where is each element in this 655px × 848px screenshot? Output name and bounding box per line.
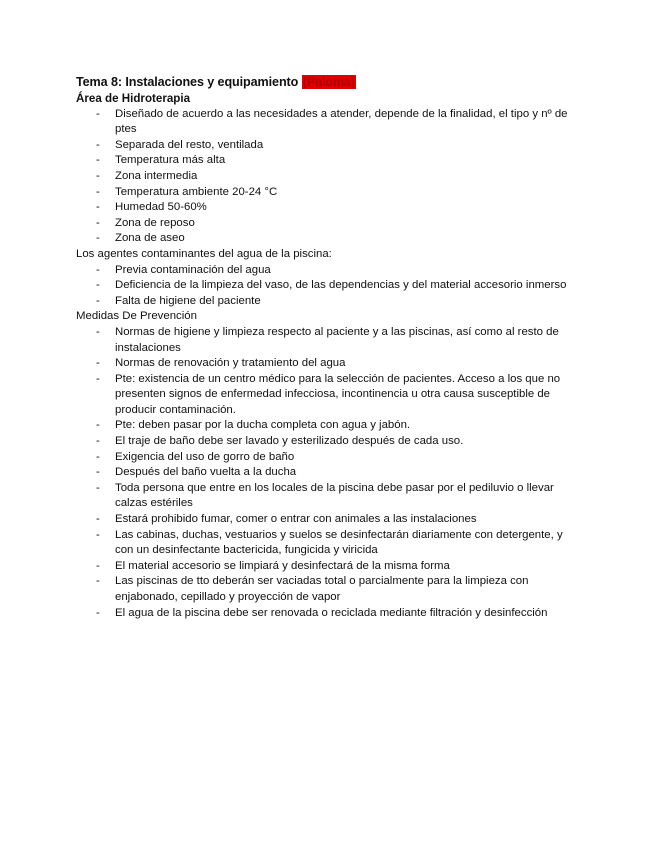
list-item (76, 465, 576, 481)
list-item-text: Las cabinas, duchas, vestuarios y suelos se desinfectarán diariamente con detergente, y con un desinfectante bactericida, fungicida y viricida (115, 528, 563, 557)
bullet-dash: - (96, 559, 100, 572)
prevention-intro: Medidas De Prevención (76, 310, 197, 323)
list-item-text: El traje de baño debe ser lavado y esterilizado después de cada uso. (115, 435, 464, 448)
list-item (76, 153, 576, 169)
section-list (76, 107, 576, 247)
bullet-dash: - (96, 107, 100, 120)
contaminants-list (76, 263, 576, 310)
bullet-dash: - (96, 263, 100, 276)
list-item-text: El material accesorio se limpiará y desinfectará de la misma forma (115, 559, 450, 572)
list-item-text: Después del baño vuelta a la ducha (115, 466, 297, 479)
bullet-dash: - (96, 528, 100, 541)
list-item (76, 559, 576, 575)
list-item-text: Previa contaminación del agua (115, 263, 271, 276)
bullet-dash: - (96, 138, 100, 151)
list-item (76, 263, 576, 279)
list-item (76, 294, 576, 310)
bullet-dash: - (96, 419, 100, 432)
prevention-list (76, 325, 576, 621)
list-item-text: Toda persona que entre en los locales de la piscina debe pasar por el pediluvio o llevar calzas estériles (115, 481, 554, 510)
bullet-dash: - (96, 481, 100, 494)
list-item (76, 434, 576, 450)
bullet-dash: - (96, 372, 100, 385)
list-item-text: Falta de higiene del paciente (115, 294, 261, 307)
list-item (76, 185, 576, 201)
contaminants-intro: Los agentes contaminantes del agua de la piscina: (76, 247, 332, 260)
list-item (76, 418, 576, 434)
list-item (76, 169, 576, 185)
list-item-text: Pte: deben pasar por la ducha completa con agua y jabón. (115, 419, 411, 432)
list-item-text: Normas de renovación y tratamiento del agua (115, 357, 346, 370)
bullet-dash: - (96, 325, 100, 338)
title-text: Tema 8: Instalaciones y equipamiento (76, 75, 299, 89)
bullet-dash: - (96, 232, 100, 245)
bullet-dash: - (96, 185, 100, 198)
list-item-text: Diseñado de acuerdo a las necesidades a atender, depende de la finalidad, el tipo y nº de ptes (115, 107, 568, 136)
list-item-text: Temperatura más alta (115, 154, 226, 167)
list-item (76, 512, 576, 528)
list-item (76, 481, 576, 512)
title-highlight: (Paloma) (302, 75, 356, 89)
list-item (76, 231, 576, 247)
list-item (76, 216, 576, 232)
document-page (76, 74, 576, 621)
list-item-text: Humedad 50-60% (115, 201, 207, 214)
list-item-text: Las piscinas de tto deberán ser vaciadas total o parcialmente para la limpieza con enjabonado, cepillado y proyección de vapor (115, 575, 529, 603)
list-item (76, 372, 576, 419)
list-item (76, 356, 576, 372)
list-item (76, 450, 576, 466)
list-item-text: El agua de la piscina debe ser renovada o reciclada mediante filtración y desinfección (115, 606, 548, 619)
bullet-dash: - (96, 606, 100, 619)
list-item (76, 138, 576, 154)
list-item-text: Normas de higiene y limpieza respecto al paciente y a las piscinas, así como al resto de instalaciones (115, 325, 559, 354)
list-item-text: Estará prohibido fumar, comer o entrar con animales a las instalaciones (115, 513, 477, 526)
bullet-dash: - (96, 450, 100, 463)
list-item-text: Exigencia del uso de gorro de baño (115, 450, 295, 463)
list-item (76, 200, 576, 216)
bullet-dash: - (96, 279, 100, 292)
list-item-text: Zona intermedia (115, 169, 198, 182)
bullet-dash: - (96, 201, 100, 214)
bullet-dash: - (96, 216, 100, 229)
list-item (76, 278, 576, 294)
bullet-dash: - (96, 466, 100, 479)
list-item-text: Pte: existencia de un centro médico para la selección de pacientes. Acceso a los que no presenten signos de enfermedad infecciosa, incontinencia u otra causa susceptible de producir contaminación. (115, 372, 561, 416)
bullet-dash: - (96, 154, 100, 167)
page-title (76, 74, 576, 91)
bullet-dash: - (96, 513, 100, 526)
list-item (76, 325, 576, 356)
bullet-dash: - (96, 435, 100, 448)
list-item (76, 107, 576, 138)
section-title: Área de Hidroterapia (76, 92, 191, 105)
bullet-dash: - (96, 294, 100, 307)
bullet-dash: - (96, 357, 100, 370)
list-item (76, 574, 576, 605)
list-item-text: Separada del resto, ventilada (115, 138, 264, 151)
list-item (76, 606, 576, 622)
list-item (76, 528, 576, 559)
bullet-dash: - (96, 575, 100, 588)
list-item-text: Temperatura ambiente 20-24 °C (115, 185, 278, 198)
list-item-text: Deficiencia de la limpieza del vaso, de las dependencias y del material accesorio inmerso (115, 279, 567, 292)
list-item-text: Zona de reposo (115, 216, 195, 229)
bullet-dash: - (96, 169, 100, 182)
list-item-text: Zona de aseo (115, 232, 185, 245)
